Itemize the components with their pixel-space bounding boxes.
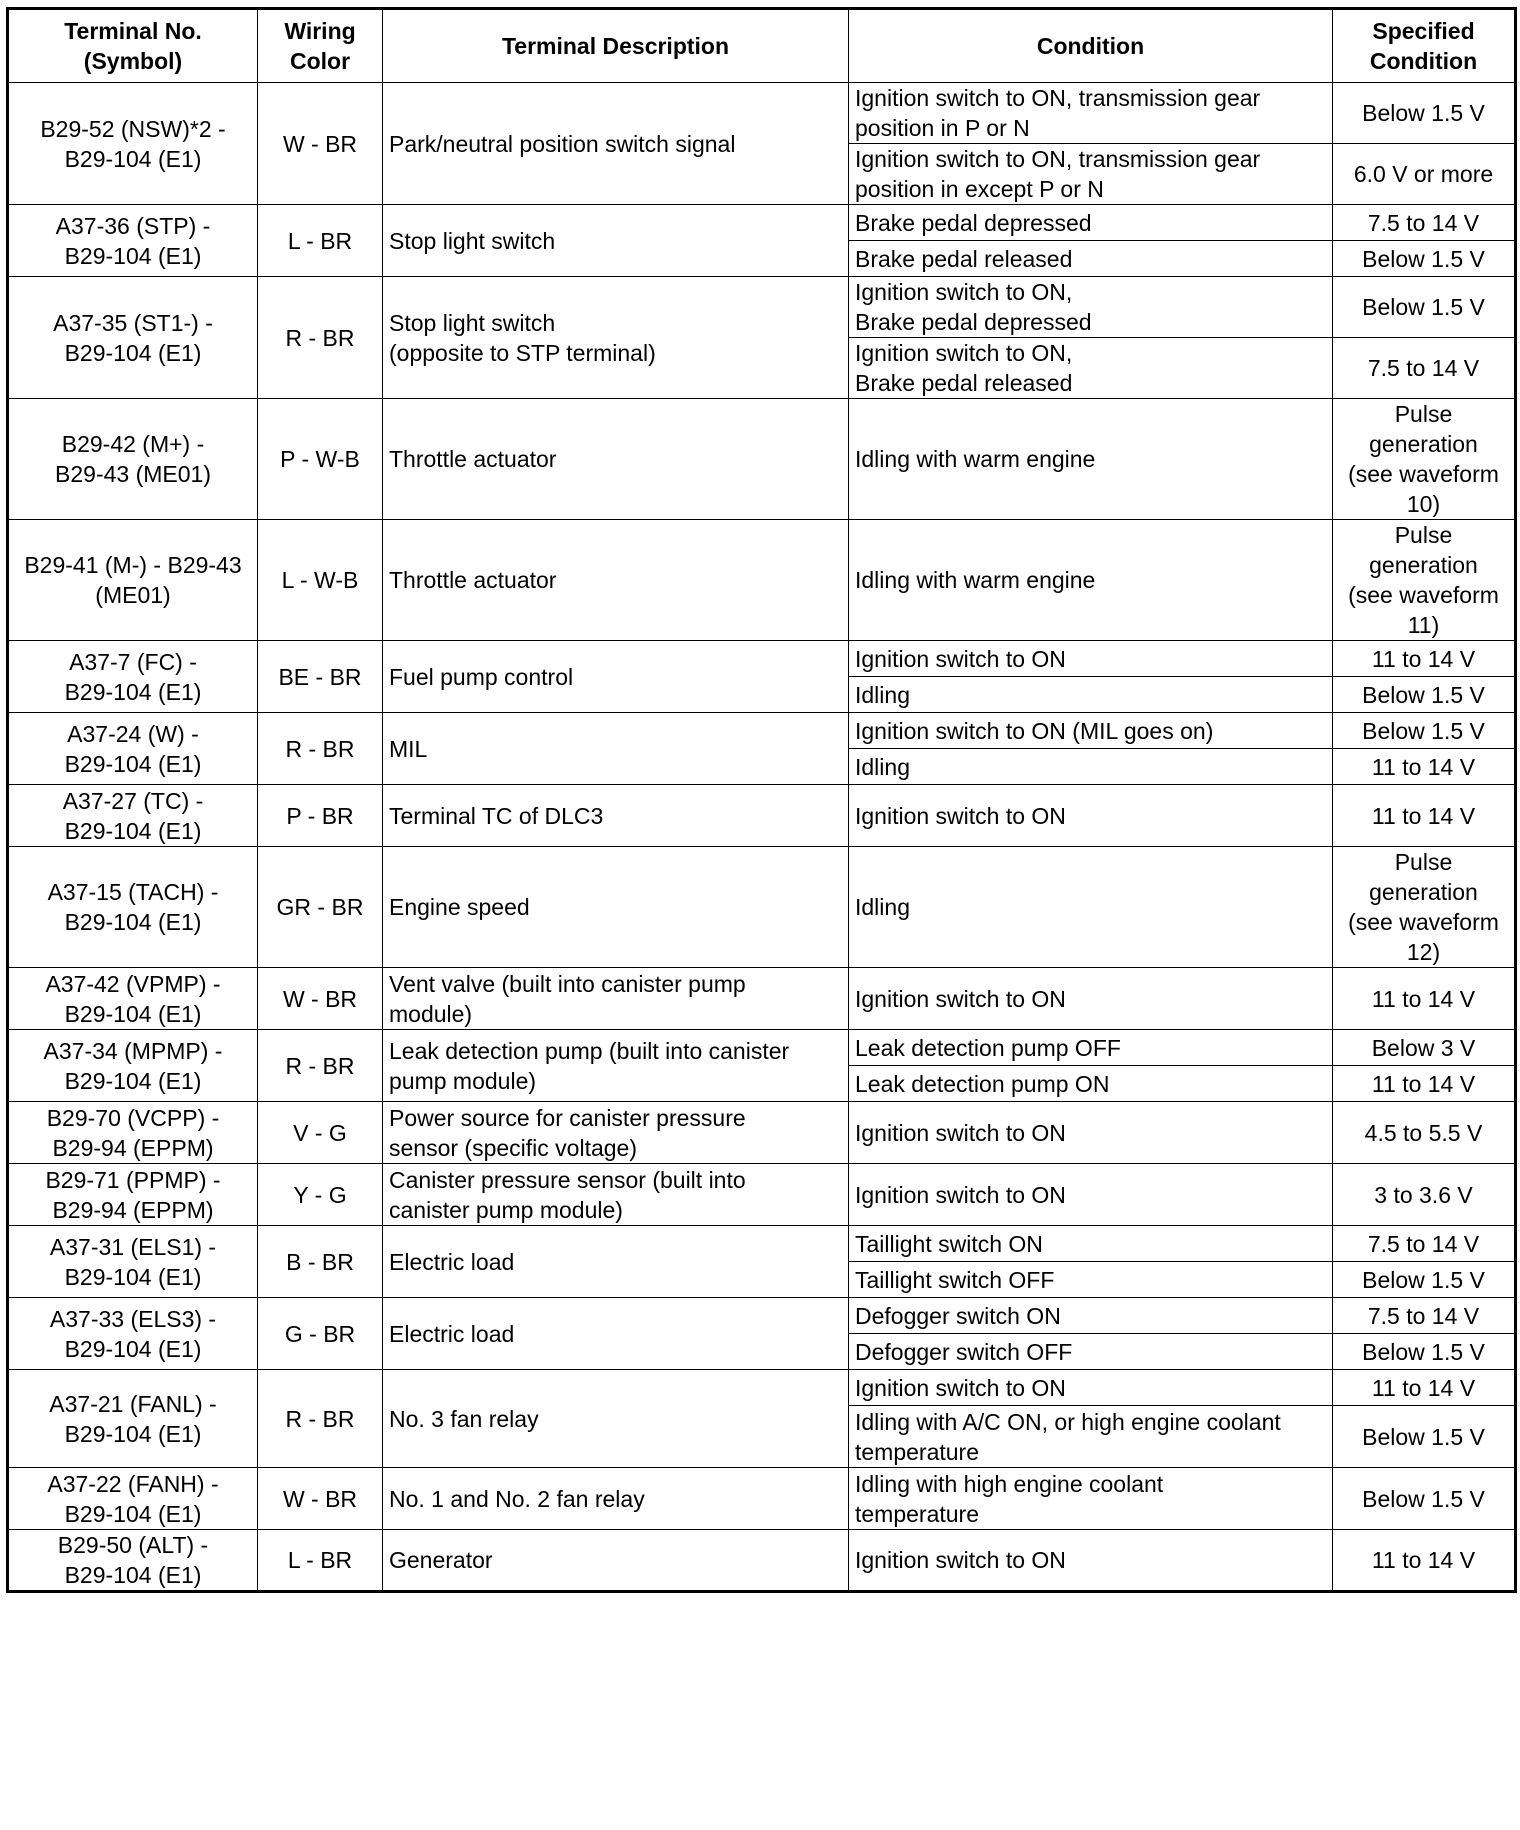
condition-cell: Idling with warm engine bbox=[849, 520, 1333, 641]
condition-cell: Idling bbox=[849, 847, 1333, 968]
specified-condition-cell: Below 1.5 V bbox=[1333, 277, 1516, 338]
condition-cell: Idling with A/C ON, or high engine coolant temperature bbox=[849, 1406, 1333, 1468]
terminal-description-cell: Terminal TC of DLC3 bbox=[383, 785, 849, 847]
wiring-color-cell: P - BR bbox=[258, 785, 383, 847]
table-row bbox=[8, 520, 1516, 641]
condition-cell: Defogger switch OFF bbox=[849, 1334, 1333, 1370]
wiring-color-cell: P - W-B bbox=[258, 399, 383, 520]
wiring-color-cell: G - BR bbox=[258, 1298, 383, 1370]
table-row bbox=[8, 83, 1516, 144]
specified-condition-cell: 7.5 to 14 V bbox=[1333, 1298, 1516, 1334]
condition-cell: Idling bbox=[849, 749, 1333, 785]
table-row bbox=[8, 847, 1516, 968]
condition-cell: Ignition switch to ON (MIL goes on) bbox=[849, 713, 1333, 749]
terminal-cell: B29-70 (VCPP) - B29-94 (EPPM) bbox=[8, 1102, 258, 1164]
specified-condition-cell: Below 1.5 V bbox=[1333, 83, 1516, 144]
wiring-color-cell: L - W-B bbox=[258, 520, 383, 641]
terminal-cell: A37-34 (MPMP) - B29-104 (E1) bbox=[8, 1030, 258, 1102]
specified-condition-cell: 7.5 to 14 V bbox=[1333, 338, 1516, 399]
condition-cell: Ignition switch to ON bbox=[849, 1530, 1333, 1592]
terminal-description-cell: No. 1 and No. 2 fan relay bbox=[383, 1468, 849, 1530]
terminal-description-cell: Power source for canister pressure sensor (specific voltage) bbox=[383, 1102, 849, 1164]
condition-cell: Ignition switch to ON, Brake pedal released bbox=[849, 338, 1333, 399]
terminal-description-cell: Engine speed bbox=[383, 847, 849, 968]
terminal-description-cell: No. 3 fan relay bbox=[383, 1370, 849, 1468]
terminal-cell: A37-27 (TC) - B29-104 (E1) bbox=[8, 785, 258, 847]
wiring-color-cell: Y - G bbox=[258, 1164, 383, 1226]
specified-condition-cell: 11 to 14 V bbox=[1333, 1530, 1516, 1592]
specified-condition-cell: 11 to 14 V bbox=[1333, 1066, 1516, 1102]
specified-condition-cell: 7.5 to 14 V bbox=[1333, 1226, 1516, 1262]
condition-cell: Idling bbox=[849, 677, 1333, 713]
condition-cell: Taillight switch ON bbox=[849, 1226, 1333, 1262]
terminal-cell: A37-24 (W) - B29-104 (E1) bbox=[8, 713, 258, 785]
terminal-cell: A37-22 (FANH) - B29-104 (E1) bbox=[8, 1468, 258, 1530]
wiring-color-cell: R - BR bbox=[258, 1030, 383, 1102]
terminal-cell: A37-36 (STP) - B29-104 (E1) bbox=[8, 205, 258, 277]
table-row bbox=[8, 1530, 1516, 1592]
specified-condition-cell: Pulse generation (see waveform 12) bbox=[1333, 847, 1516, 968]
terminal-cell: A37-35 (ST1-) - B29-104 (E1) bbox=[8, 277, 258, 399]
terminal-cell: B29-52 (NSW)*2 - B29-104 (E1) bbox=[8, 83, 258, 205]
terminal-cell: B29-42 (M+) - B29-43 (ME01) bbox=[8, 399, 258, 520]
specified-condition-cell: Below 1.5 V bbox=[1333, 1468, 1516, 1530]
terminal-description-cell: Throttle actuator bbox=[383, 399, 849, 520]
header-condition: Condition bbox=[849, 9, 1333, 83]
specified-condition-cell: Pulse generation (see waveform 10) bbox=[1333, 399, 1516, 520]
wiring-color-cell: V - G bbox=[258, 1102, 383, 1164]
wiring-color-cell: W - BR bbox=[258, 968, 383, 1030]
condition-cell: Ignition switch to ON, transmission gear position in P or N bbox=[849, 83, 1333, 144]
table-row bbox=[8, 1226, 1516, 1262]
specified-condition-cell: Below 1.5 V bbox=[1333, 713, 1516, 749]
table-row bbox=[8, 399, 1516, 520]
table-header bbox=[8, 9, 1516, 83]
table-row bbox=[8, 1370, 1516, 1406]
specified-condition-cell: Below 1.5 V bbox=[1333, 1262, 1516, 1298]
specified-condition-cell: 11 to 14 V bbox=[1333, 785, 1516, 847]
wiring-color-cell: L - BR bbox=[258, 1530, 383, 1592]
wiring-color-cell: R - BR bbox=[258, 1370, 383, 1468]
wiring-color-cell: R - BR bbox=[258, 713, 383, 785]
terminal-cell: B29-50 (ALT) - B29-104 (E1) bbox=[8, 1530, 258, 1592]
terminal-description-cell: Leak detection pump (built into canister pump module) bbox=[383, 1030, 849, 1102]
header-terminal-description: Terminal Description bbox=[383, 9, 849, 83]
condition-cell: Ignition switch to ON bbox=[849, 968, 1333, 1030]
wiring-color-cell: BE - BR bbox=[258, 641, 383, 713]
table-row bbox=[8, 1298, 1516, 1334]
condition-cell: Leak detection pump ON bbox=[849, 1066, 1333, 1102]
wiring-color-cell: B - BR bbox=[258, 1226, 383, 1298]
wiring-color-cell: W - BR bbox=[258, 83, 383, 205]
terminal-description-cell: MIL bbox=[383, 713, 849, 785]
condition-cell: Ignition switch to ON bbox=[849, 1102, 1333, 1164]
terminal-description-cell: Canister pressure sensor (built into canister pump module) bbox=[383, 1164, 849, 1226]
table-row bbox=[8, 713, 1516, 749]
specified-condition-cell: 4.5 to 5.5 V bbox=[1333, 1102, 1516, 1164]
terminal-description-cell: Vent valve (built into canister pump module) bbox=[383, 968, 849, 1030]
terminal-cell: A37-42 (VPMP) - B29-104 (E1) bbox=[8, 968, 258, 1030]
table-row bbox=[8, 968, 1516, 1030]
condition-cell: Taillight switch OFF bbox=[849, 1262, 1333, 1298]
wiring-color-cell: GR - BR bbox=[258, 847, 383, 968]
specified-condition-cell: 11 to 14 V bbox=[1333, 641, 1516, 677]
condition-cell: Brake pedal released bbox=[849, 241, 1333, 277]
terminal-description-cell: Fuel pump control bbox=[383, 641, 849, 713]
terminal-cell: B29-41 (M-) - B29-43 (ME01) bbox=[8, 520, 258, 641]
table-row bbox=[8, 785, 1516, 847]
table-row bbox=[8, 641, 1516, 677]
header-terminal: Terminal No. (Symbol) bbox=[8, 9, 258, 83]
wiring-color-cell: L - BR bbox=[258, 205, 383, 277]
terminal-description-cell: Electric load bbox=[383, 1298, 849, 1370]
specified-condition-cell: Below 3 V bbox=[1333, 1030, 1516, 1066]
wiring-color-cell: R - BR bbox=[258, 277, 383, 399]
condition-cell: Idling with high engine coolant temperature bbox=[849, 1468, 1333, 1530]
specified-condition-cell: Below 1.5 V bbox=[1333, 241, 1516, 277]
header-specified-condition: Specified Condition bbox=[1333, 9, 1516, 83]
condition-cell: Defogger switch ON bbox=[849, 1298, 1333, 1334]
specified-condition-cell: 11 to 14 V bbox=[1333, 968, 1516, 1030]
terminal-description-cell: Throttle actuator bbox=[383, 520, 849, 641]
condition-cell: Idling with warm engine bbox=[849, 399, 1333, 520]
terminal-spec-table bbox=[6, 7, 1517, 1593]
terminal-cell: A37-31 (ELS1) - B29-104 (E1) bbox=[8, 1226, 258, 1298]
condition-cell: Leak detection pump OFF bbox=[849, 1030, 1333, 1066]
condition-cell: Ignition switch to ON bbox=[849, 785, 1333, 847]
terminal-description-cell: Stop light switch bbox=[383, 205, 849, 277]
terminal-cell: B29-71 (PPMP) - B29-94 (EPPM) bbox=[8, 1164, 258, 1226]
specified-condition-cell: Pulse generation (see waveform 11) bbox=[1333, 520, 1516, 641]
table-row bbox=[8, 1102, 1516, 1164]
specified-condition-cell: 3 to 3.6 V bbox=[1333, 1164, 1516, 1226]
condition-cell: Ignition switch to ON bbox=[849, 1370, 1333, 1406]
terminal-cell: A37-21 (FANL) - B29-104 (E1) bbox=[8, 1370, 258, 1468]
condition-cell: Ignition switch to ON bbox=[849, 641, 1333, 677]
terminal-description-cell: Park/neutral position switch signal bbox=[383, 83, 849, 205]
terminal-description-cell: Electric load bbox=[383, 1226, 849, 1298]
header-wiring-color: Wiring Color bbox=[258, 9, 383, 83]
terminal-description-cell: Stop light switch (opposite to STP terminal) bbox=[383, 277, 849, 399]
table-body bbox=[8, 83, 1516, 1592]
table-row bbox=[8, 205, 1516, 241]
terminal-cell: A37-15 (TACH) - B29-104 (E1) bbox=[8, 847, 258, 968]
specified-condition-cell: Below 1.5 V bbox=[1333, 1406, 1516, 1468]
table-row bbox=[8, 1030, 1516, 1066]
header-row bbox=[8, 9, 1516, 83]
wiring-color-cell: W - BR bbox=[258, 1468, 383, 1530]
terminal-description-cell: Generator bbox=[383, 1530, 849, 1592]
table-row bbox=[8, 1468, 1516, 1530]
table-row bbox=[8, 277, 1516, 338]
condition-cell: Ignition switch to ON, transmission gear position in except P or N bbox=[849, 144, 1333, 205]
specified-condition-cell: 6.0 V or more bbox=[1333, 144, 1516, 205]
specified-condition-cell: Below 1.5 V bbox=[1333, 1334, 1516, 1370]
condition-cell: Ignition switch to ON bbox=[849, 1164, 1333, 1226]
condition-cell: Ignition switch to ON, Brake pedal depressed bbox=[849, 277, 1333, 338]
specified-condition-cell: 7.5 to 14 V bbox=[1333, 205, 1516, 241]
table-row bbox=[8, 1164, 1516, 1226]
terminal-cell: A37-7 (FC) - B29-104 (E1) bbox=[8, 641, 258, 713]
specified-condition-cell: 11 to 14 V bbox=[1333, 749, 1516, 785]
specified-condition-cell: Below 1.5 V bbox=[1333, 677, 1516, 713]
terminal-cell: A37-33 (ELS3) - B29-104 (E1) bbox=[8, 1298, 258, 1370]
condition-cell: Brake pedal depressed bbox=[849, 205, 1333, 241]
specified-condition-cell: 11 to 14 V bbox=[1333, 1370, 1516, 1406]
